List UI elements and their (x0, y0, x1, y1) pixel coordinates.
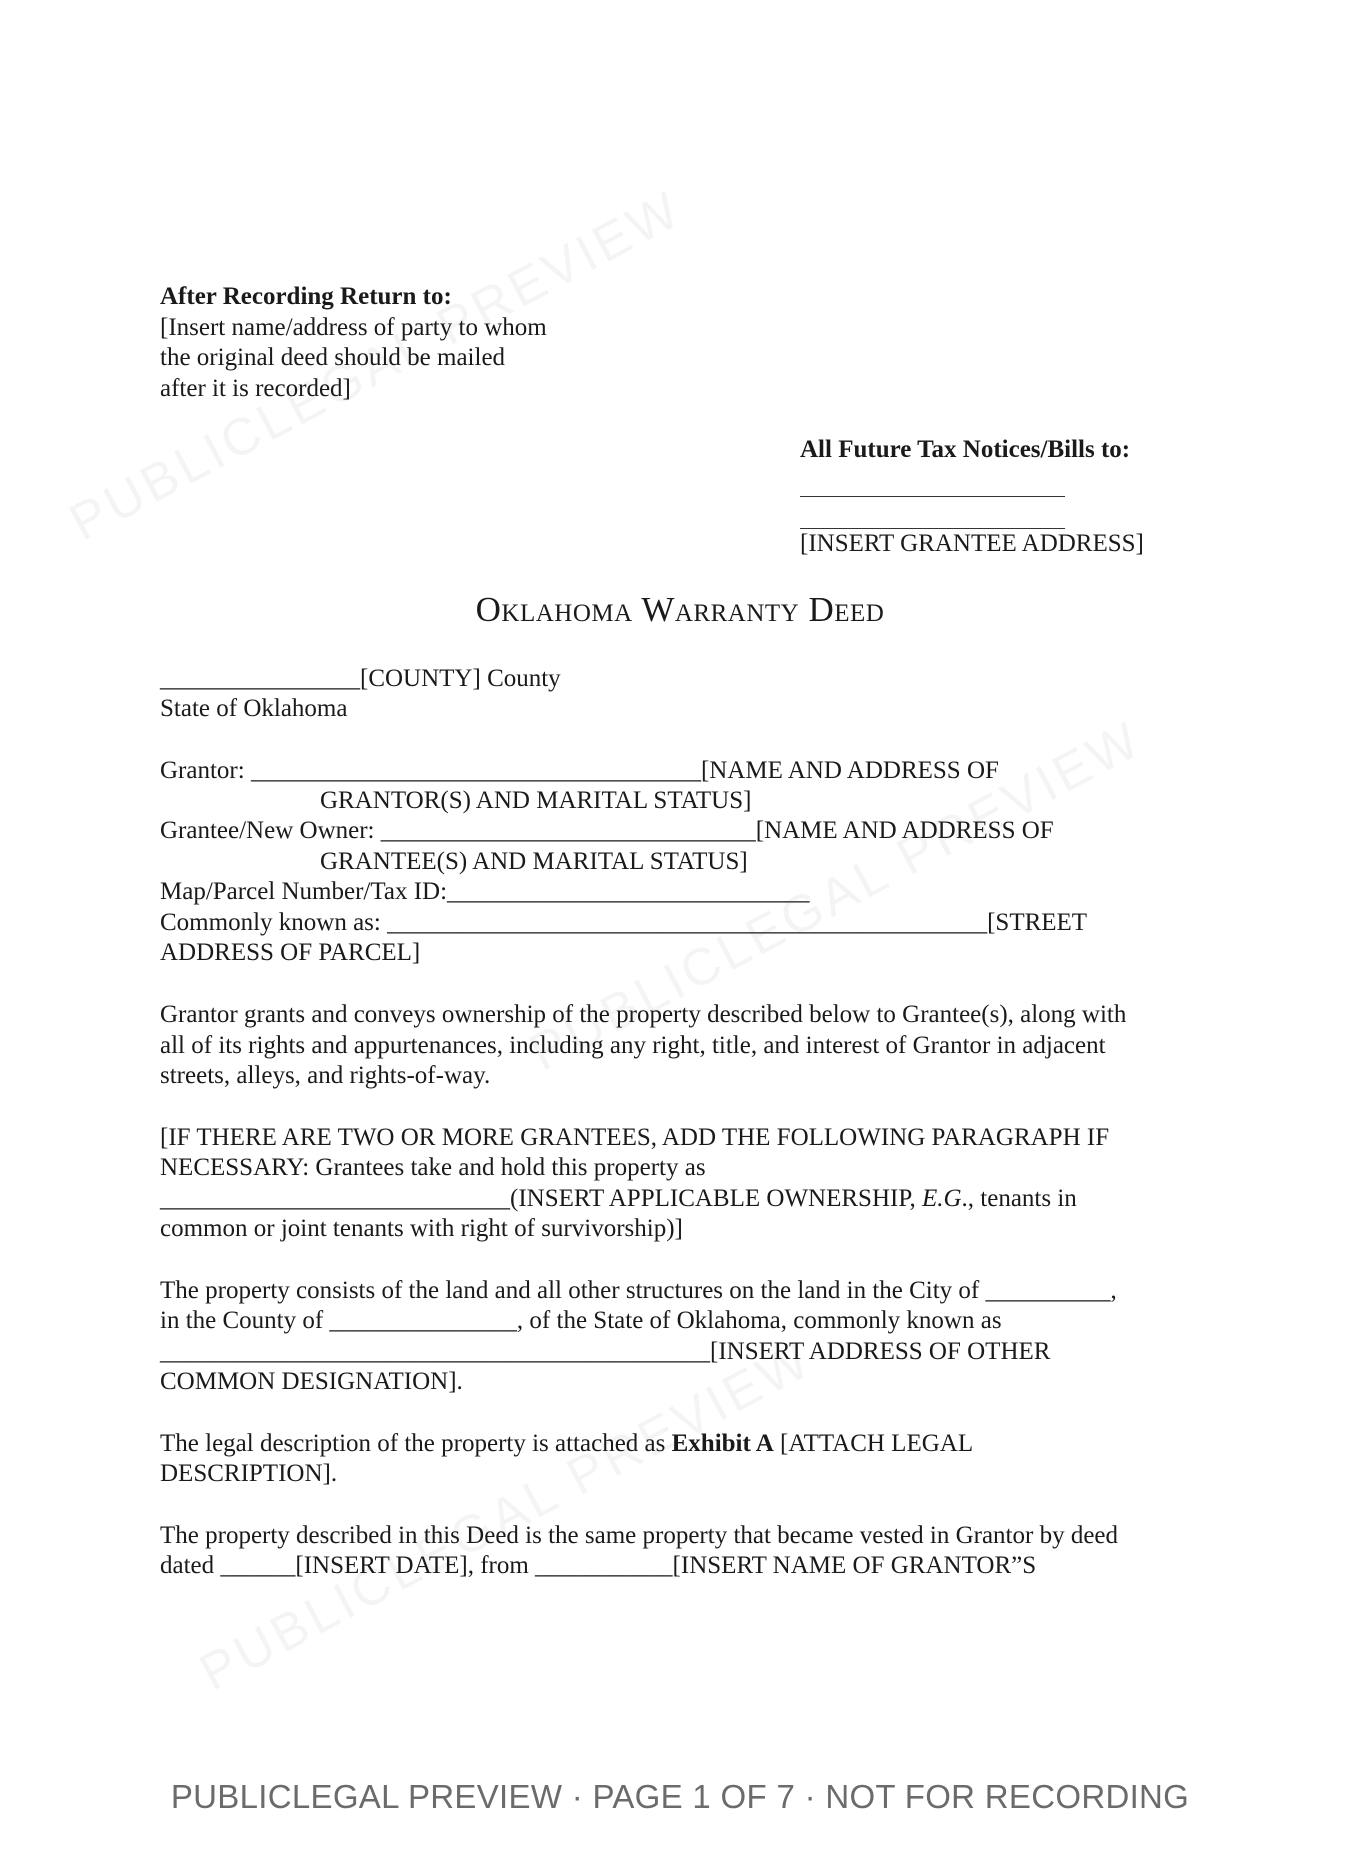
grantee-address-placeholder: [INSERT GRANTEE ADDRESS] (800, 530, 1144, 557)
return-to-block (160, 282, 547, 404)
preview-footer: PUBLICLEGAL PREVIEW · PAGE 1 OF 7 · NOT FOR RECORDING (170, 1778, 1190, 1815)
vested-paragraph-line: The property described in this Deed is the same property that became vested in Grantor by deed (160, 1522, 1119, 1549)
parcel-number-line: Map/Parcel Number/Tax ID:_____________________________ (160, 878, 810, 905)
property-paragraph-line: in the County of _______________, of the State of Oklahoma, commonly known as (160, 1307, 1002, 1334)
property-paragraph-line: COMMON DESIGNATION]. (160, 1368, 463, 1395)
grantees-paragraph-line: common or joint tenants with right of survivorship)] (160, 1215, 683, 1242)
state-line: State of Oklahoma (160, 695, 348, 722)
legal-description-line (160, 1429, 973, 1459)
county-line: ________________[COUNTY] County (160, 665, 561, 692)
return-to-line: [Insert name/address of party to whom (160, 313, 547, 341)
property-paragraph-line: The property consists of the land and all other structures on the land in the City of __________, (160, 1277, 1117, 1304)
grantor-line-continued: GRANTOR(S) AND MARITAL STATUS] (320, 787, 752, 814)
grantor-line: Grantor: ____________________________________[NAME AND ADDRESS OF (160, 757, 999, 784)
grant-paragraph-line: all of its rights and appurtenances, including any right, title, and interest of Grantor in adjacent (160, 1032, 1106, 1059)
legal-description-text: The legal description of the property is attached as (160, 1430, 672, 1457)
tax-notices-heading: All Future Tax Notices/Bills to: (800, 436, 1131, 463)
grantees-paragraph-line: NECESSARY: Grantees take and hold this property as (160, 1154, 706, 1181)
page-title: Oklahoma Warranty Deed (475, 590, 885, 629)
tax-notices-block (800, 435, 1144, 559)
legal-description-line: DESCRIPTION]. (160, 1460, 338, 1487)
grant-paragraph-line: Grantor grants and conveys ownership of the property described below to Grantee(s), along with (160, 1001, 1127, 1028)
legal-description-suffix: [ATTACH LEGAL (773, 1430, 974, 1457)
grantee-line-continued: GRANTEE(S) AND MARITAL STATUS] (320, 848, 748, 875)
grantees-paragraph-line: [IF THERE ARE TWO OR MORE GRANTEES, ADD THE FOLLOWING PARAGRAPH IF (160, 1124, 1110, 1151)
ownership-suffix: ., tenants in (961, 1185, 1077, 1212)
grantee-line: Grantee/New Owner: ______________________________[NAME AND ADDRESS OF (160, 817, 1054, 844)
return-to-heading: After Recording Return to: (160, 283, 452, 310)
commonly-known-as-line: Commonly known as: ________________________________________________[STREET (160, 909, 1088, 936)
exhibit-a-reference: Exhibit A (671, 1430, 774, 1457)
grant-paragraph-line: streets, alleys, and rights-of-way. (160, 1062, 491, 1089)
vested-paragraph-line: dated ______[INSERT DATE], from ___________[INSERT NAME OF GRANTOR”S (160, 1552, 1037, 1579)
blank-address-line (800, 497, 1065, 529)
blank-address-line (800, 465, 1065, 497)
return-to-line: the original deed should be mailed (160, 344, 506, 371)
ownership-blank: ____________________________(INSERT APPLICABLE OWNERSHIP, (160, 1185, 922, 1212)
return-to-line: after it is recorded] (160, 374, 351, 402)
eg-abbreviation: E.G (921, 1185, 962, 1212)
property-paragraph-line: ____________________________________________[INSERT ADDRESS OF OTHER (160, 1338, 1051, 1365)
commonly-known-as-line-continued: ADDRESS OF PARCEL] (160, 939, 421, 966)
grantees-paragraph-line (160, 1184, 1077, 1214)
